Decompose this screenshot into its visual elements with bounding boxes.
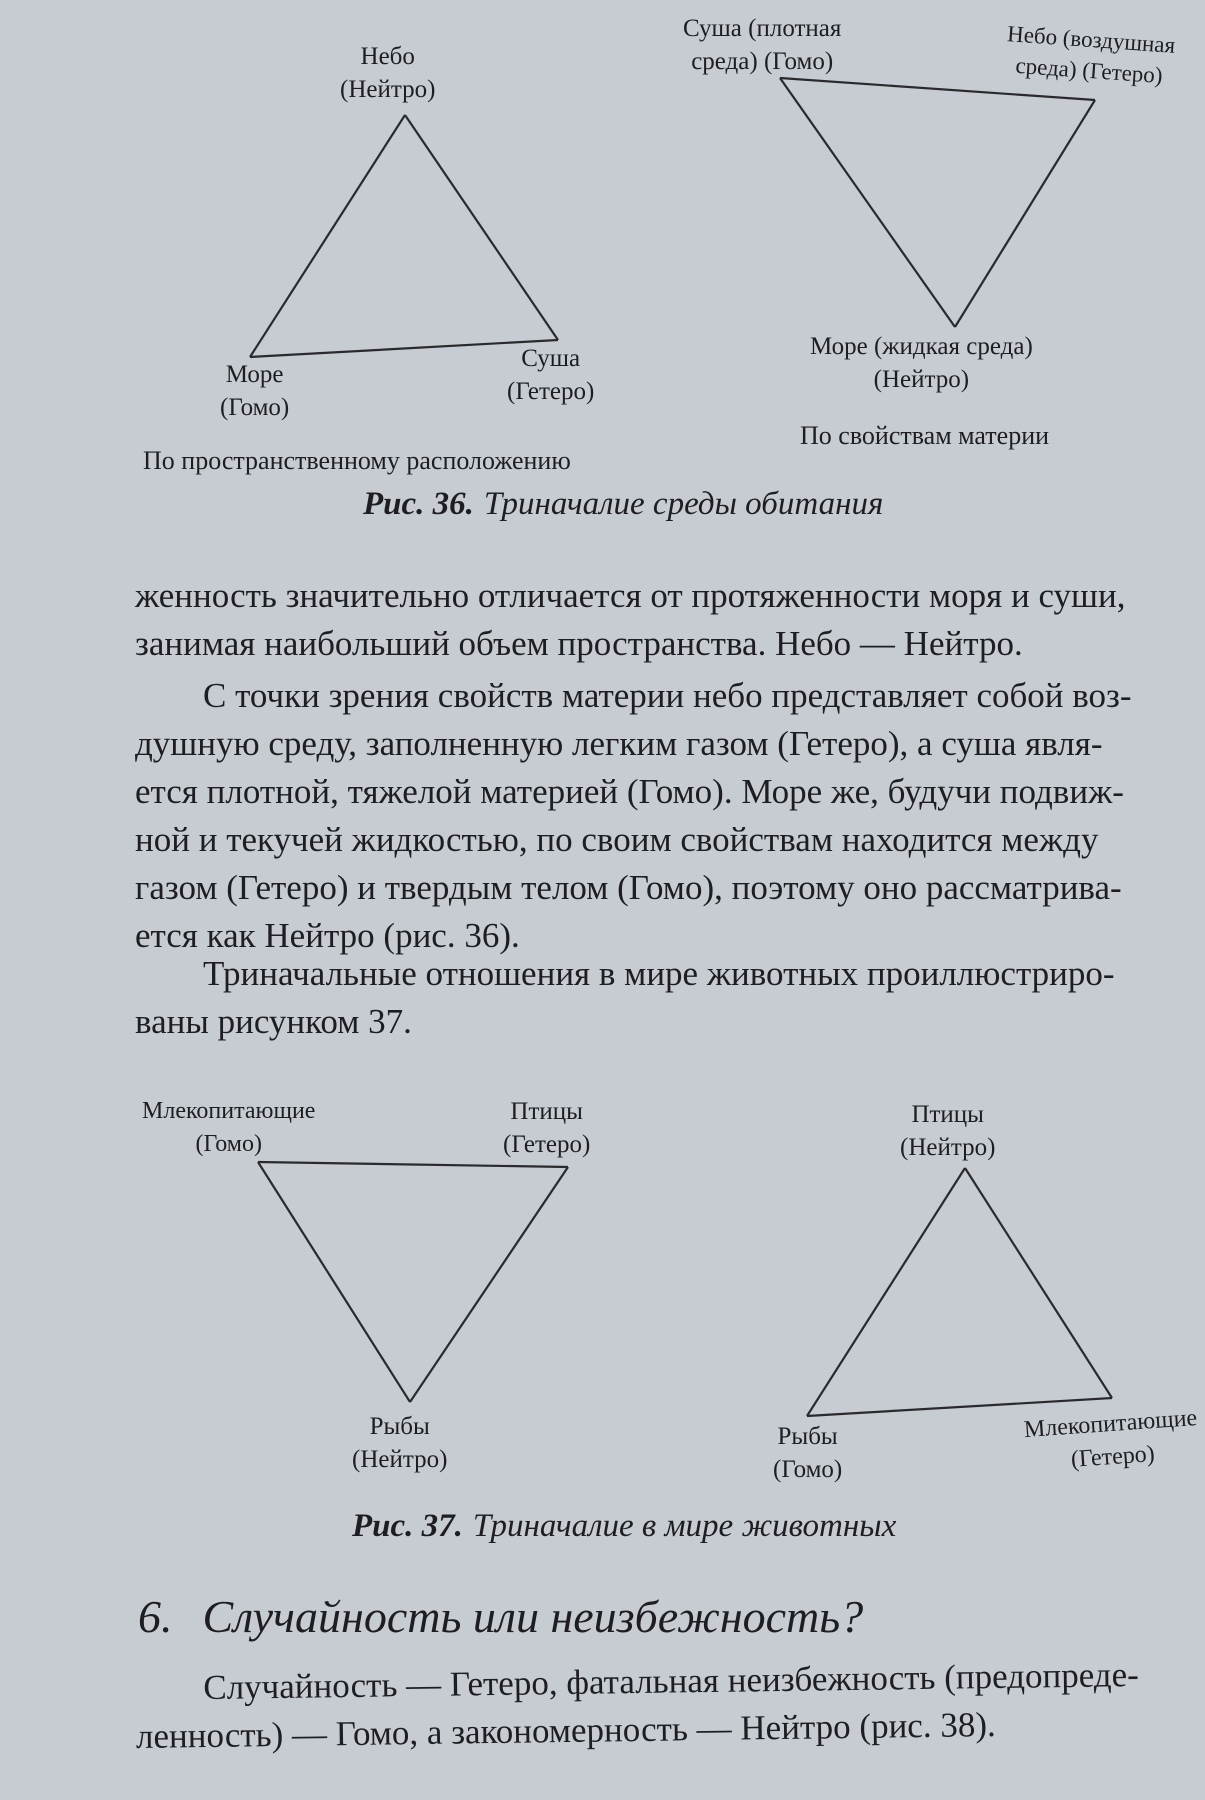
fig36-left-top-label: Небо (Нейтро) bbox=[340, 43, 436, 103]
fig37-right-bottom-right-label: Млекопитающие (Гетеро) bbox=[1023, 1405, 1198, 1473]
fig37-right-triangle bbox=[807, 1168, 1112, 1416]
fig36-title-text: Триначалие среды обитания bbox=[483, 486, 884, 522]
fig36-left-bottom-left-label: Море (Гомо) bbox=[220, 361, 290, 421]
section-heading bbox=[138, 1590, 863, 1643]
fig36-right-bottom-label: Море (жидкая среда) (Нейтро) bbox=[810, 333, 1033, 393]
fig36-number: Рис. 36. bbox=[363, 486, 474, 522]
fig37-right-top-label: Птицы (Нейтро) bbox=[900, 1101, 996, 1161]
section-title: Случайность или неизбежность? bbox=[202, 1591, 864, 1642]
paragraph-2: С точки зрения свойств материи небо представляет собой воз- душную среду, заполненную легким газом (Гетеро), а суша явля- ется плотной, тяжелой материей (Гомо). Море же, будучи подвиж- ной и текучей жидкостью, по своим свойствам находится между газом (Гетеро) и твердым телом (Гомо), поэтому оно рассматрива- ется как Нейтро (рис. 36). bbox=[135, 676, 1132, 955]
fig37-number: Рис. 37. bbox=[352, 1508, 463, 1544]
fig37-left-top-right-label: Птицы (Гетеро) bbox=[503, 1098, 591, 1158]
fig37-left-triangle bbox=[258, 1162, 568, 1402]
fig37-title-text: Триначалие в мире животных bbox=[472, 1508, 897, 1544]
fig36-right-top-right-label: Небо (воздушная среда) (Гетеро) bbox=[1006, 21, 1177, 89]
fig37-title bbox=[352, 1508, 896, 1545]
fig36-left-caption: По пространственному расположению bbox=[143, 446, 571, 475]
paragraph-1: женность значительно отличается от протяженности моря и суши, занимая наибольший объем пространства. Небо — Нейтро. bbox=[135, 576, 1126, 663]
fig36-right-top-left-label: Суша (плотная среда) (Гомо) bbox=[683, 15, 842, 75]
fig36-left-bottom-right-label: Суша (Гетеро) bbox=[507, 345, 595, 405]
paragraph-4: Случайность — Гетеро, фатальная неизбежность (предопреде- ленность) — Гомо, а закономерность — Нейтро (рис. 38). bbox=[135, 1654, 1140, 1756]
paragraph-3: Триначальные отношения в мире животных проиллюстриро- ваны рисунком 37. bbox=[135, 954, 1115, 1041]
fig36-title bbox=[363, 486, 883, 523]
fig36-right-caption: По свойствам материи bbox=[800, 421, 1050, 450]
fig37-right-bottom-left-label: Рыбы (Гомо) bbox=[773, 1423, 843, 1483]
fig37-left-top-left-label: Млекопитающие (Гомо) bbox=[142, 1098, 316, 1157]
fig37-left-bottom-label: Рыбы (Нейтро) bbox=[352, 1413, 448, 1473]
fig36-left-triangle bbox=[250, 115, 558, 357]
fig36-right-triangle bbox=[780, 78, 1095, 327]
section-number: 6. bbox=[138, 1591, 173, 1642]
